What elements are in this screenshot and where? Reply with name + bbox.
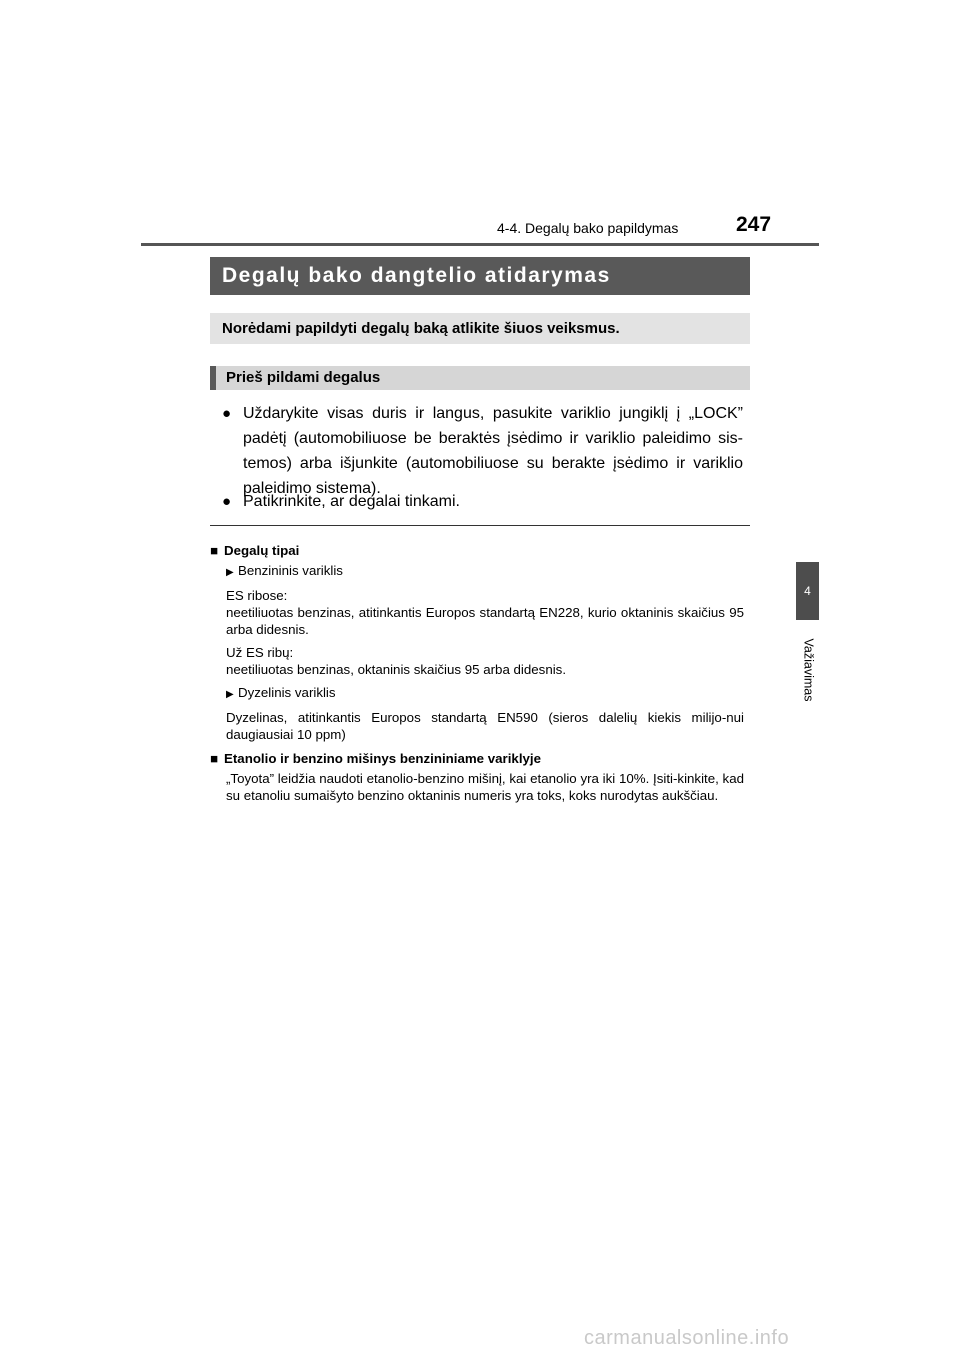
intro-text: Norėdami papildyti degalų baką atlikite šiuos veiksmus. — [210, 313, 750, 344]
bullet-icon: ● — [222, 493, 232, 510]
note-eu-outside — [226, 644, 744, 678]
bullet-icon: ● — [222, 405, 232, 422]
watermark-link[interactable]: carmanualsonline.info — [584, 1327, 790, 1349]
square-bullet-icon: ■ — [210, 751, 219, 766]
eu-outside-label: Už ES ribų: — [226, 645, 294, 660]
chapter-tab[interactable]: 4 — [796, 562, 819, 620]
eu-inside-label: ES ribose: — [226, 588, 288, 603]
triangle-right-icon: ▶ — [226, 689, 234, 700]
list-item-text: Uždarykite visas duris ir langus, pasukite variklio jungiklį į „LOCK” padėtį (automobiliuose be beraktės įsėdimo ir variklio paleidimo sis-temos) arba išjunkite (automobiliuose su berakte įsėdimo ir variklio paleidimo sistema). — [243, 405, 743, 497]
list-item-text: Patikrinkite, ar degalai tinkami. — [243, 493, 460, 510]
notes-section — [210, 535, 744, 804]
note-sub-petrol: ▶ Benzininis variklis — [226, 562, 744, 581]
note-eu-inside — [226, 587, 744, 638]
subheading: Prieš pildami degalus — [210, 366, 750, 390]
section-title: Degalų bako dangtelio atidarymas — [210, 257, 750, 295]
note-sub-diesel: ▶ Dyzelinis variklis — [226, 684, 744, 703]
page-number: 247 — [736, 213, 772, 236]
note-heading-ethanol: ■ Etanolio ir benzino mišinys benzininiame variklyje — [210, 751, 541, 766]
notes-divider — [210, 525, 750, 526]
header-section-title: 4-4. Degalų bako papildymas — [497, 220, 679, 236]
note-diesel-text: Dyzelinas, atitinkantis Europos standartą EN590 (sieros dalelių kiekis milijo-nui daugiausiai 10 ppm) — [226, 710, 744, 742]
note-ethanol-text: „Toyota” leidžia naudoti etanolio-benzino mišinį, kai etanolio yra iki 10%. Įsiti-kinkite, kad su etanoliu sumaišyto benzino oktaninis numeris yra toks, koks nurodytas aukščiau. — [226, 771, 744, 803]
header-divider — [141, 243, 819, 246]
square-bullet-icon: ■ — [210, 543, 219, 558]
chapter-name: Važiavimas — [801, 638, 816, 702]
list-item — [222, 401, 743, 501]
triangle-right-icon: ▶ — [226, 567, 234, 578]
chapter-side-label — [780, 630, 836, 710]
eu-outside-text: neetiliuotas benzinas, oktaninis skaičius 95 arba didesnis. — [226, 662, 567, 677]
note-heading-fuel-types: ■ Degalų tipai — [210, 543, 300, 558]
eu-inside-text: neetiliuotas benzinas, atitinkantis Europos standartą EN228, kurio oktaninis skaičius 95 arba didesnis. — [226, 605, 744, 637]
list-item — [222, 489, 743, 514]
